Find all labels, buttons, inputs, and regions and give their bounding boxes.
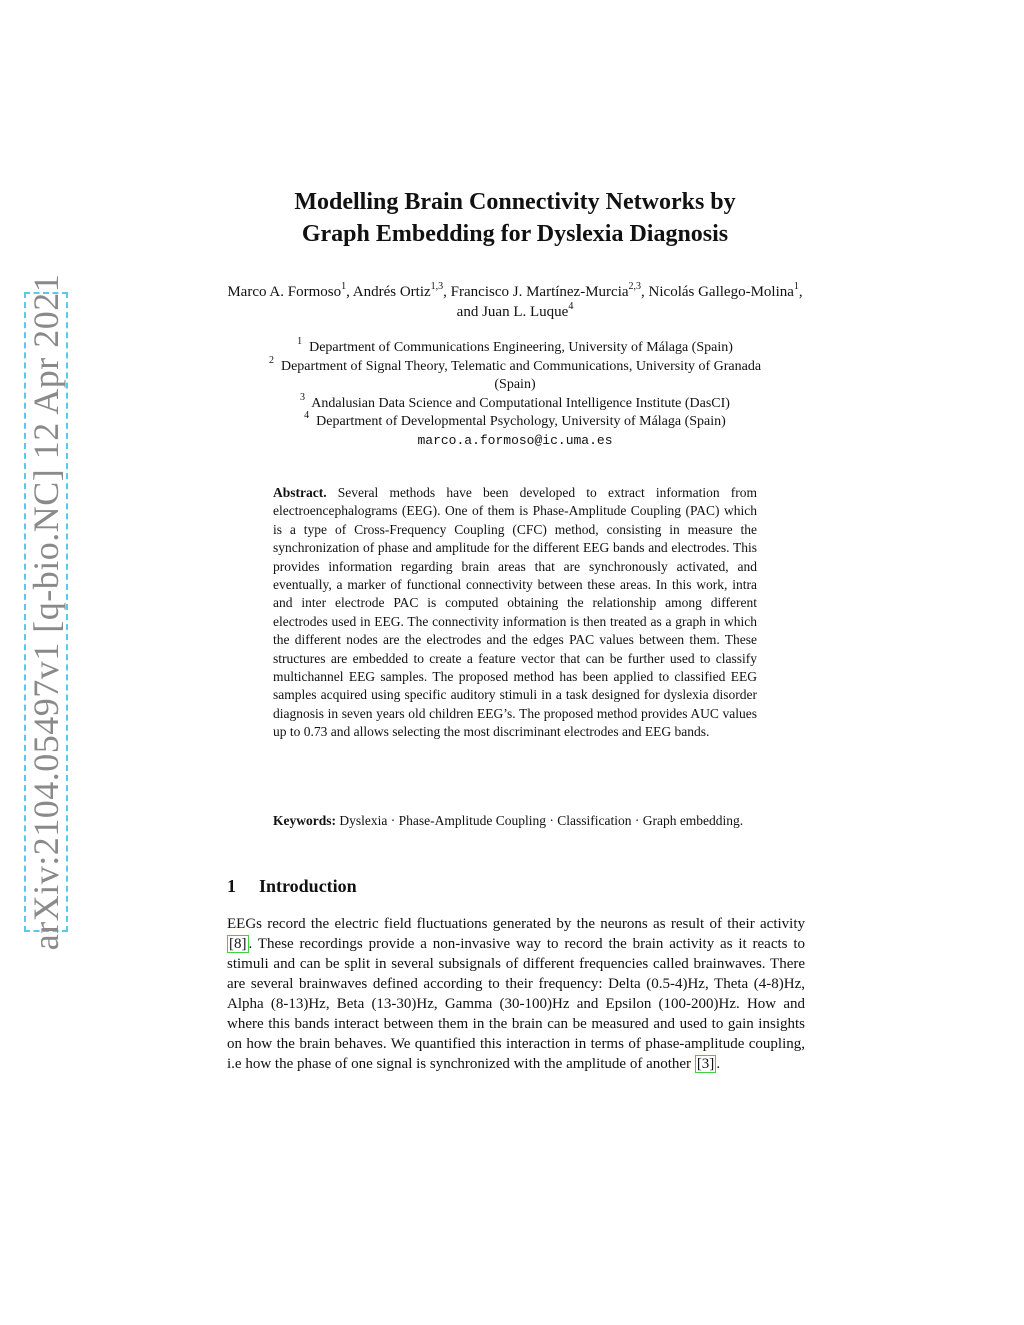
intro-paragraph: EEGs record the electric field fluctuations generated by the neurons as result of their activity [8] . These recordings provide a non-invasive way to record the brain activity as it reacts to stimuli and can be split in several subsignals of different frequencies called brainwaves. There are several brainwaves defined according to their frequency: Delta (0.5-4)Hz, Theta (4-8)Hz, Alpha (8-13)Hz, Beta (13-30)Hz, Gamma (30-100)Hz and Epsilon (100-200)Hz. How and where this bands interact between them in the brain can be measured and used to gain insights on how the brain behaves. We quantified this interaction in terms of phase-amplitude coupling, i.e how the phase of one signal is synchronized with the amplitude of another [3] . [227, 916, 805, 1072]
title-line-1: Modelling Brain Connectivity Networks by [294, 189, 736, 215]
title-line-2: Graph Embedding for Dyslexia Diagnosis [301, 221, 729, 247]
author-name: Francisco J. Martínez-Murcia [450, 284, 629, 300]
arxiv-stamp [24, 273, 68, 951]
abstract [273, 484, 757, 742]
arxiv-stamp-text: arXiv:2104.05497v1 [q-bio.NC] 12 Apr 2021 [26, 273, 67, 951]
keywords-label: Keywords: [273, 813, 336, 828]
email-link[interactable]: marco.a.formoso@ic.uma.es [417, 432, 613, 448]
affiliation-item: $^1$ Department of Communications Engineering, University of Málaga (Spain) [297, 336, 733, 355]
paper-title [230, 186, 800, 250]
section-number: 1 [227, 876, 236, 896]
author-name: Marco A. Formoso [227, 284, 342, 300]
citation-link[interactable]: [8] [229, 936, 247, 952]
keywords [273, 812, 767, 830]
author-name: Andrés Ortiz [352, 284, 431, 300]
keywords-text: Dyslexia · Phase-Amplitude Coupling · Classification · Graph embedding. [339, 813, 744, 828]
abstract-text: Several methods have been developed to extract information from electroencephalograms (EEG). One of them is Phase-Amplitude Coupling (PAC) which is a type of Cross-Frequency Coupling (CFC) method, consisting in measure the synchronization of phase and amplitude for the different EEG bands and electrodes. This provides information regarding brain areas that are synchronously activated, and eventually, a marker of functional connectivity between these areas. In this work, intra and inter electrode PAC is computed obtaining the relationship among different electrodes used in EEG. The connectivity information is then treated as a graph in which the different nodes are the electrodes and the edges PAC values between them. These structures are embedded to create a feature vector that can be further used to classify multichannel EEG samples. The proposed method has been applied to classified EEG samples acquired using specific auditory stimuli in a task designed for dyslexia disorder diagnosis in seven years old children EEG’s. The proposed method provides AUC values up to 0.73 and allows selecting the most discriminant electrodes and EEG bands. [273, 485, 758, 740]
author-affil-sup: 4 [568, 301, 574, 312]
author-affil-sup: 1,3 [430, 281, 444, 292]
author-affil-sup: 1 [793, 281, 799, 292]
section-title: Introduction [259, 876, 357, 896]
author-list: Marco A. Formoso$^1$, Andrés Ortiz$^{1,3}$, Francisco J. Martínez-Murcia$^{2,3}$, Nicolás Gallego-Molina$^1$, and Juan L. Luque$^4$ [227, 281, 803, 320]
citation-link[interactable]: [3] [696, 1056, 715, 1072]
author-affil-sup: 1 [341, 281, 347, 292]
author-name: Juan L. Luque [482, 304, 569, 320]
author-name: Nicolás Gallego-Molina [648, 284, 794, 300]
section-heading [227, 876, 807, 897]
affiliations [230, 336, 800, 450]
author-affil-sup: 2,3 [628, 281, 642, 292]
abstract-label: Abstract. [273, 485, 327, 500]
affiliation-item: $^2$ Department of Signal Theory, Telematic and Communications, University of Granada (Spain) [268, 354, 762, 392]
affiliation-item: $^4$ Department of Developmental Psychology, University of Málaga (Spain) [304, 410, 726, 429]
affiliation-item: $^3$ Andalusian Data Science and Computational Intelligence Institute (DasCI) [300, 391, 730, 411]
